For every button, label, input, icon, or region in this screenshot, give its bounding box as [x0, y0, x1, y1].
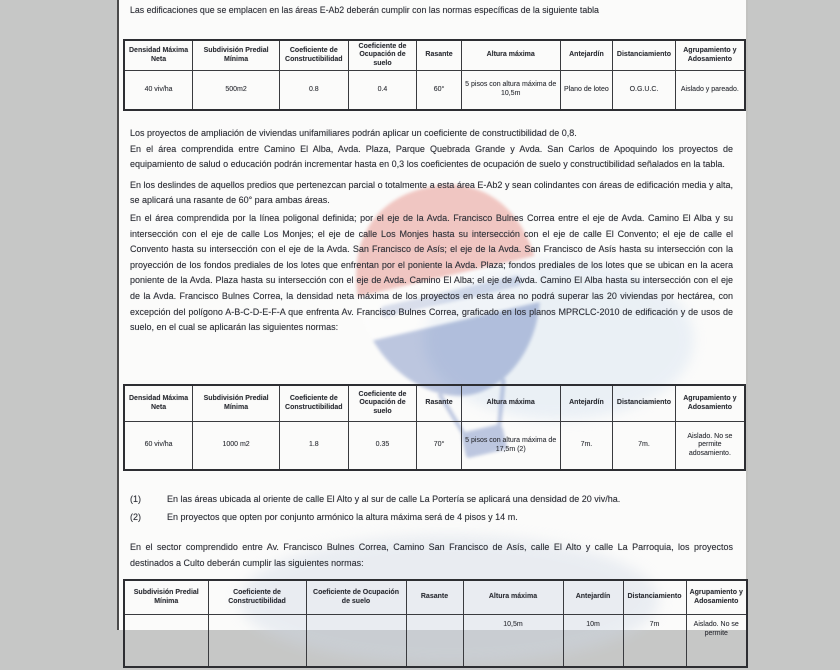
table-cell: 5 pisos con altura máxima de 17,5m (2) — [461, 422, 560, 471]
table-header-cell: Coeficiente de Constructibilidad — [279, 40, 348, 71]
table-header-row — [124, 40, 745, 71]
table-header-cell: Agrupamiento y Adosamiento — [675, 385, 745, 422]
table-cell: 60° — [417, 71, 461, 111]
table-cell: O.G.U.C. — [613, 71, 676, 111]
footnote-1 — [130, 492, 733, 508]
footnote-number: (1) — [130, 494, 141, 504]
table-header-cell: Antejardín — [563, 580, 623, 615]
table-cell: 0.8 — [279, 71, 348, 111]
table-header-cell: Antejardín — [560, 40, 613, 71]
table-cell: 60 viv/ha — [124, 422, 193, 471]
table-header-cell: Distanciamiento — [613, 385, 676, 422]
table-cell: 0.35 — [348, 422, 417, 471]
paragraph-deslindes: En los deslindes de aquellos predios que pertenezcan parcial o totalmente a esta área E-Ab2 y sean colindantes con áreas de edificación media y alta, se aplicará una rasante de 60° para ambas áreas. — [130, 179, 733, 206]
table-cell: Aislado y pareado. — [675, 71, 745, 111]
norms-table-culto — [123, 579, 748, 668]
table-header-cell: Distanciamiento — [613, 40, 676, 71]
table-cell: 5 pisos con altura máxima de 10,5m — [461, 71, 560, 111]
table-header-cell: Rasante — [406, 580, 463, 615]
footnotes — [130, 492, 733, 527]
table-cell: Plano de loteo — [560, 71, 613, 111]
table-header-cell: Coeficiente de Constructibilidad — [208, 580, 306, 615]
footnote-2 — [130, 510, 733, 526]
paragraph-ampliacion: Los proyectos de ampliación de viviendas unifamiliares podrán aplicar un coeficiente de constructibilidad de 0,8. — [130, 128, 577, 138]
table-cell: Aislado. No se permite adosamiento. — [675, 422, 745, 471]
table-header-cell: Densidad Máxima Neta — [124, 385, 193, 422]
table-row — [124, 615, 747, 668]
table-header-cell: Subdivisión Predial Mínima — [193, 385, 280, 422]
footnote-text: En las áreas ubicada al oriente de calle El Alto y al sur de calle La Portería se aplicará una densidad de 20 viv/ha. — [167, 494, 621, 504]
table-cell — [208, 615, 306, 668]
table-header-cell: Subdivisión Predial Mínima — [124, 580, 208, 615]
table-header-cell: Coeficiente de Ocupación de suelo — [306, 580, 406, 615]
table-cell: 70° — [417, 422, 461, 471]
table-cell: 7m. — [613, 422, 676, 471]
table-cell: 500m2 — [193, 71, 280, 111]
intro-text: Las edificaciones que se emplacen en las áreas E-Ab2 deberán cumplir con las normas específicas de la siguiente tabla — [130, 5, 599, 15]
table-header-row — [124, 580, 747, 615]
table-cell: 0.4 — [348, 71, 417, 111]
table-cell: 7m. — [560, 422, 613, 471]
paragraph-area-camino-el-alba: En el área comprendida entre Camino El Alba, Avda. Plaza, Parque Quebrada Grande y Avda. San Carlos de Apoquindo los proyectos de equipamiento de salud o educación podrán incrementar hasta en 0,3 los coeficientes de ocupación de suelo y constructibilidad señalados en la tabla. — [130, 143, 733, 170]
paragraph-linea-poligonal: En el área comprendida por la línea poligonal definida; por el eje de la Avda. Francisco Bulnes Correa entre el eje de Avda. Camino El Alba y su intersección con el eje de calle Los Monjes; el eje de calle Los Monjes hasta su intersección con el eje de calle El Convento; el eje de calle el Convento hasta su intersección con el eje de la Avda. San Francisco de Asís; el eje de la Avda. San Francisco de Asís hasta su intersección con la proyección de los fondos prediales de los lotes que enfrentan por el poniente la Avda. Plaza; fondos prediales de los lotes que se ubican en la acera poniente de la Avda. Plaza hasta su intersección con el eje de Avda. Camino El Alba; el eje de Avda. Camino El Alba hasta su intersección con el eje de la Avda. Francisco Bulnes Correa, la densidad neta máxima de los proyectos en esta área no podrá superar las 20 viviendas por hectárea, con excepción del polígono A-B-C-D-E-F-A que enfrenta Av. Francisco Bulnes Correa, graficado en los planos MPRCLC-2010 de edificación y de usos de suelo, en el cual se aplicarán las siguientes normas: — [130, 212, 733, 333]
table-cell: 7m — [623, 615, 686, 668]
table-header-cell: Rasante — [417, 385, 461, 422]
table-header-cell: Agrupamiento y Adosamiento — [686, 580, 747, 615]
norms-table-poligono — [123, 384, 746, 471]
table-header-row — [124, 385, 745, 422]
table-header-cell: Altura máxima — [461, 385, 560, 422]
table-header-cell: Coeficiente de Constructibilidad — [279, 385, 348, 422]
table-header-cell: Coeficiente de Ocupación de suelo — [348, 40, 417, 71]
document-page — [117, 0, 748, 637]
table-header-cell: Subdivisión Predial Mínima — [193, 40, 280, 71]
table-header-cell: Agrupamiento y Adosamiento — [675, 40, 745, 71]
table-header-cell: Altura máxima — [461, 40, 560, 71]
table-cell: 1.8 — [279, 422, 348, 471]
table-header-cell: Densidad Máxima Neta — [124, 40, 193, 71]
footnote-number: (2) — [130, 511, 141, 522]
paragraph-culto: En el sector comprendido entre Av. Francisco Bulnes Correa, Camino San Francisco de Asís, calle El Alto y calle La Parroquia, los proyectos destinados a Culto deberán cumplir las siguientes normas: — [130, 542, 733, 568]
footnote-text: En proyectos que opten por conjunto armónico la altura máxima será de 4 pisos y 14 m. — [167, 511, 518, 522]
table-cell: 10m — [563, 615, 623, 668]
table-header-cell: Antejardín — [560, 385, 613, 422]
table-header-cell: Altura máxima — [463, 580, 563, 615]
table-header-cell: Distanciamiento — [623, 580, 686, 615]
table-row — [124, 422, 745, 471]
table-cell — [306, 615, 406, 668]
table-cell: 40 viv/ha — [124, 71, 193, 111]
table-cell: Aislado. No se permite — [686, 615, 747, 668]
table-header-cell: Coeficiente de Ocupación de suelo — [348, 385, 417, 422]
norms-table-e-ab2 — [123, 39, 746, 111]
table-cell: 10,5m — [463, 615, 563, 668]
table-cell — [124, 615, 208, 668]
table-cell — [406, 615, 463, 668]
table-header-cell: Rasante — [417, 40, 461, 71]
table-cell: 1000 m2 — [193, 422, 280, 471]
table-row — [124, 71, 745, 111]
body-text — [130, 126, 733, 336]
